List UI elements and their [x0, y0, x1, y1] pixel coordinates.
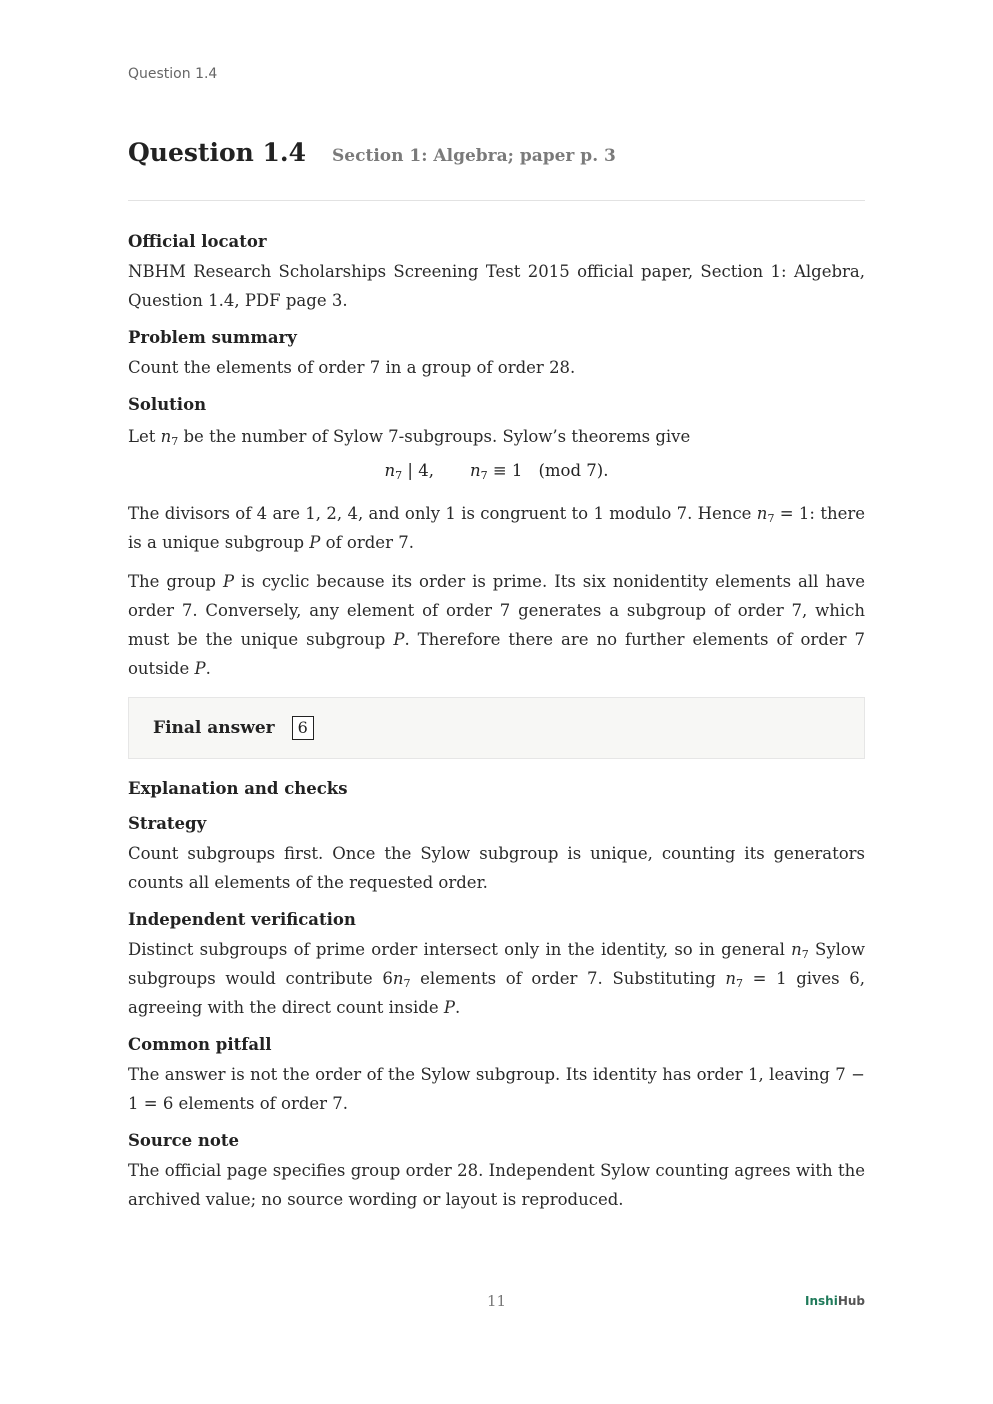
solution-paragraph-3	[128, 567, 865, 683]
math-sub: 7	[395, 469, 403, 482]
text-span: = 1 gives 6, agreeing with the direct count inside	[128, 969, 865, 1017]
title-row	[128, 138, 865, 167]
verification-text	[128, 935, 865, 1022]
math-sub: 7	[480, 469, 488, 482]
source-note-text: The official page specifies group order 28. Independent Sylow counting agrees with the archived value; no source wording or layout is reproduced.	[128, 1161, 865, 1209]
problem-summary-section	[128, 328, 865, 382]
source-note-section	[128, 1131, 865, 1214]
page-title: Question 1.4	[128, 138, 307, 167]
final-answer-label: Final answer	[153, 718, 275, 738]
math-P: P	[222, 572, 235, 591]
solution-section	[128, 395, 865, 683]
math-sub: 7	[403, 977, 411, 990]
text-span: The group	[128, 572, 223, 591]
math-n: n	[469, 461, 481, 480]
brand-part-2: Hub	[837, 1294, 865, 1308]
math-sub: 7	[735, 977, 743, 990]
solution-heading: Solution	[128, 395, 207, 414]
source-note-heading: Source note	[128, 1131, 240, 1150]
text-span: .	[454, 998, 461, 1017]
text-span: is cyclic because its order is prime. Its six nonidentity elements all have order 7. Conversely, any element of order 7 generates a subgroup of order 7, which must be the unique subgroup	[128, 572, 865, 649]
verification-section	[128, 910, 865, 1022]
text-span: .	[205, 659, 211, 678]
page-subtitle: Section 1: Algebra; paper p. 3	[332, 146, 616, 166]
math-P: P	[194, 659, 206, 678]
page-number: 11	[486, 1292, 507, 1310]
problem-summary-heading: Problem summary	[128, 328, 297, 347]
explanation-heading: Explanation and checks	[128, 779, 348, 798]
math-sub: 7	[171, 435, 179, 448]
math-n: n	[756, 504, 768, 523]
display-part-c: (mod 7).	[538, 461, 609, 480]
math-n: n	[160, 427, 172, 446]
math-sub: 7	[767, 512, 775, 525]
math-P: P	[443, 998, 455, 1017]
text-span: of order 7.	[320, 533, 414, 552]
math-n: n	[791, 940, 802, 959]
official-locator-text: NBHM Research Scholarships Screening Test 2015 official paper, Section 1: Algebra, Question 1.4, PDF page 3.	[128, 262, 865, 310]
display-equation	[128, 461, 865, 487]
pitfall-heading: Common pitfall	[128, 1035, 272, 1054]
text-span: Let	[128, 427, 161, 446]
text-span: elements of order 7. Substituting	[410, 969, 726, 988]
main-content	[128, 232, 865, 1214]
official-locator-heading: Official locator	[128, 232, 267, 251]
math-n: n	[392, 969, 404, 988]
solution-paragraph-1	[128, 422, 865, 451]
text-span: Sylow subgroups would contribute 6	[128, 940, 865, 988]
final-answer-box	[128, 697, 865, 759]
official-locator-section	[128, 232, 865, 315]
strategy-heading: Strategy	[128, 814, 207, 833]
problem-summary-text: Count the elements of order 7 in a group of order 28.	[128, 358, 576, 377]
math-n: n	[725, 969, 736, 988]
running-head: Question 1.4	[128, 66, 218, 82]
title-divider	[128, 200, 865, 201]
pitfall-text: The answer is not the order of the Sylow subgroup. Its identity has order 1, leaving 7 − 1 = 6 elements of order 7.	[128, 1065, 865, 1113]
brand-part-1: Inshi	[805, 1294, 838, 1308]
brand-logo	[805, 1294, 865, 1308]
display-part-a: | 4,	[407, 461, 434, 480]
explanation-section	[128, 779, 865, 1214]
verification-heading: Independent verification	[128, 910, 356, 929]
math-n: n	[384, 461, 396, 480]
text-span: be the number of Sylow 7-subgroups. Sylow’s theorems give	[178, 427, 691, 446]
final-answer-value: 6	[292, 716, 314, 740]
text-span: = 1: there is a unique subgroup	[128, 504, 866, 552]
math-P: P	[309, 533, 321, 552]
display-part-b: ≡ 1	[492, 461, 523, 480]
strategy-section	[128, 814, 865, 897]
pitfall-section	[128, 1035, 865, 1118]
text-span: . Therefore there are no further elements of order 7 outside	[128, 630, 865, 678]
strategy-text: Count subgroups first. Once the Sylow subgroup is unique, counting its generators counts all elements of the requested order.	[128, 844, 865, 892]
math-sub: 7	[801, 948, 809, 961]
solution-paragraph-2	[128, 499, 865, 557]
text-span: The divisors of 4 are 1, 2, 4, and only 1 is congruent to 1 modulo 7. Hence	[128, 504, 757, 523]
math-P: P	[393, 630, 405, 649]
text-span: Distinct subgroups of prime order intersect only in the identity, so in general	[128, 940, 792, 959]
